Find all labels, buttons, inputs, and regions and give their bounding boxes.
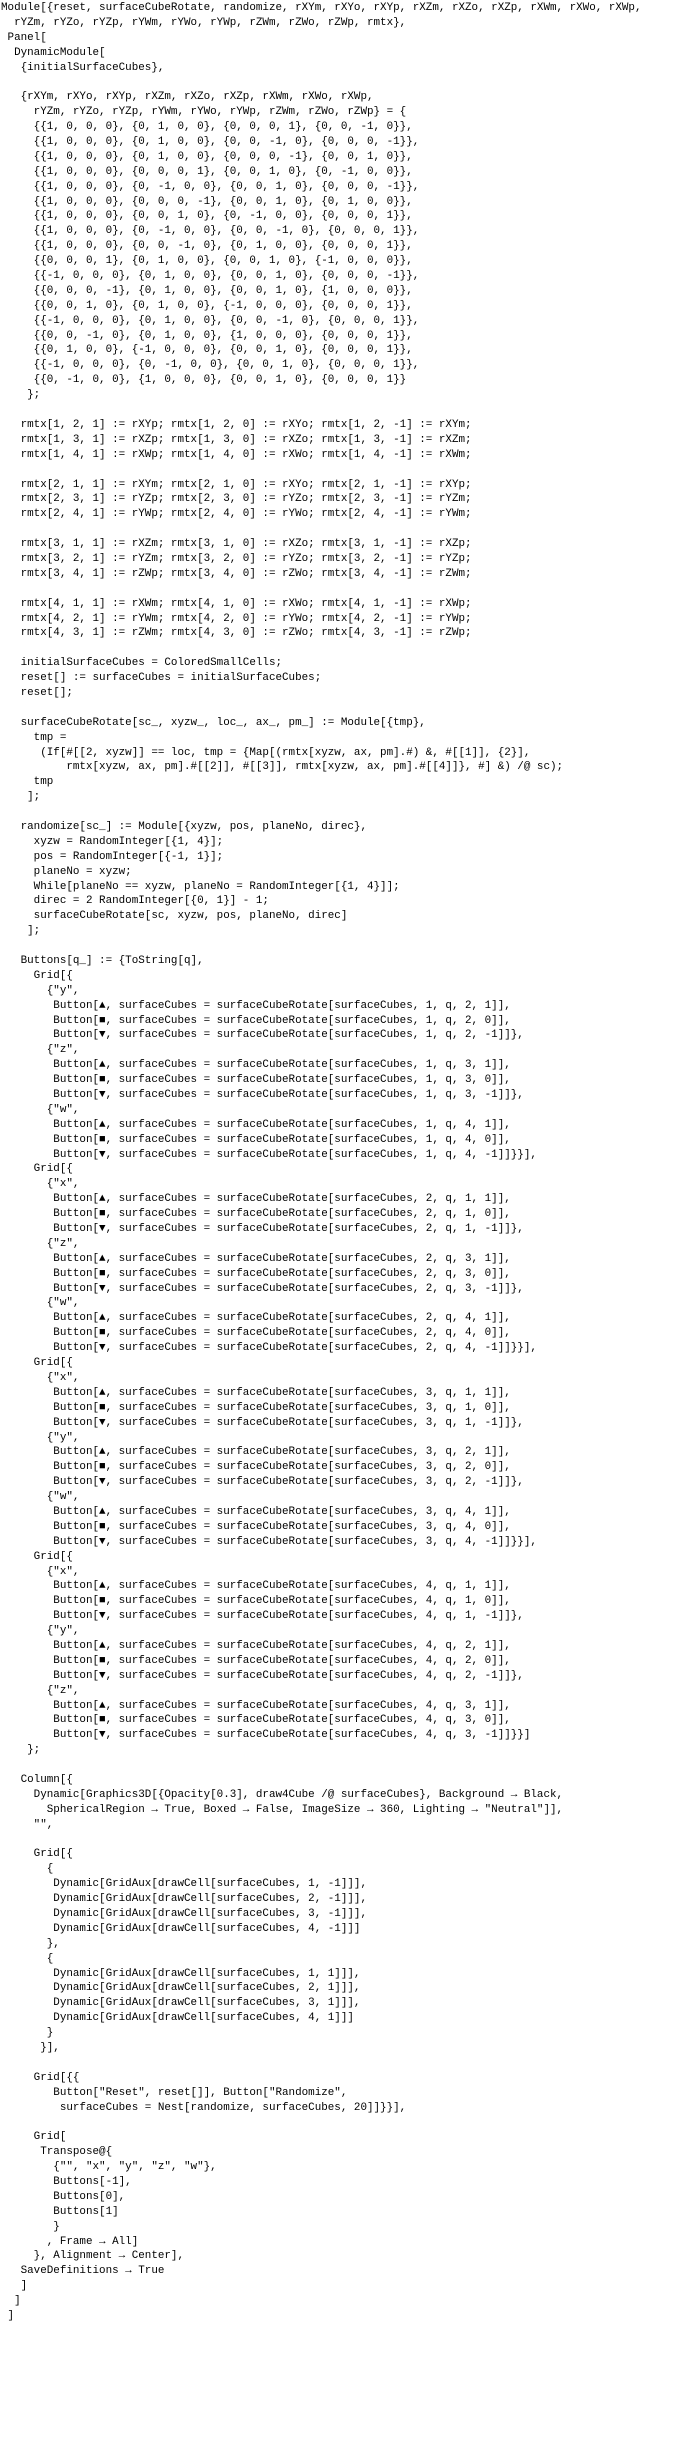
code-line (1, 641, 676, 656)
code-line: {"y", (1, 1431, 80, 1444)
code-line: { (1, 1863, 54, 1876)
code-line: rmtx[4, 3, 1] := rZWm; rmtx[4, 3, 0] := rZWo; rmtx[4, 3, -1] := rZWp; (1, 627, 472, 640)
code-line: direc = 2 RandomInteger[{0, 1}] - 1; (1, 895, 269, 908)
code-line: Button[■, surfaceCubes = surfaceCubeRotate[surfaceCubes, 2, q, 1, 0]], (1, 1208, 511, 1221)
code-line: Button[▼, surfaceCubes = surfaceCubeRotate[surfaceCubes, 1, q, 2, -1]]}, (1, 1029, 524, 1042)
code-line (1, 939, 676, 954)
code-line: Button[▼, surfaceCubes = surfaceCubeRotate[surfaceCubes, 4, q, 2, -1]]}, (1, 1669, 524, 1682)
code-line: ] (1, 2310, 15, 2323)
code-line: Grid[{{ (1, 2071, 80, 2084)
code-line: randomize[sc_] := Module[{xyzw, pos, planeNo, direc}, (1, 820, 367, 833)
code-line: rYZm, rYZo, rYZp, rYWm, rYWo, rYWp, rZWm, rZWo, rZWp, rmtx}, (1, 16, 407, 29)
code-line: {{-1, 0, 0, 0}, {0, 1, 0, 0}, {0, 0, 1, 0}, {0, 0, 0, -1}}, (1, 270, 420, 283)
code-line: Button[▼, surfaceCubes = surfaceCubeRotate[surfaceCubes, 3, q, 1, -1]]}, (1, 1416, 524, 1429)
code-line: } (1, 2027, 54, 2040)
code-line: xyzw = RandomInteger[{1, 4}]; (1, 835, 224, 848)
code-line: {{0, 0, 0, 1}, {0, 1, 0, 0}, {0, 0, 1, 0}, {-1, 0, 0, 0}}, (1, 255, 413, 268)
code-line: rmtx[3, 2, 1] := rYZm; rmtx[3, 2, 0] := rYZo; rmtx[3, 2, -1] := rYZp; (1, 552, 472, 565)
code-line: "", (1, 1818, 54, 1831)
code-line: (If[#[[2, xyzw]] == loc, tmp = {Map[(rmtx[xyzw, ax, pm].#) &, #[[1]], {2}], (1, 746, 531, 759)
code-line (1, 582, 676, 597)
code-line: Buttons[-1], (1, 2176, 132, 2189)
code-line: Grid[{ (1, 969, 73, 982)
code-line: Module[{reset, surfaceCubeRotate, randomize, rXYm, rXYo, rXYp, rXZm, rXZo, rXZp, rXWm, rXWo, rXWp, (1, 2, 642, 14)
code-line: Button[▼, surfaceCubes = surfaceCubeRotate[surfaceCubes, 2, q, 1, -1]]}, (1, 1223, 524, 1236)
code-line: While[planeNo == xyzw, planeNo = RandomInteger[{1, 4}]]; (1, 880, 400, 893)
code-line: Dynamic[GridAux[drawCell[surfaceCubes, 1, -1]]], (1, 1878, 367, 1891)
code-line: Button[▲, surfaceCubes = surfaceCubeRotate[surfaceCubes, 2, q, 4, 1]], (1, 1312, 511, 1325)
code-line: DynamicModule[ (1, 46, 106, 59)
code-line: }, Alignment → Center], (1, 2250, 184, 2263)
code-line: ]; (1, 925, 41, 938)
code-line: {"x", (1, 1178, 80, 1191)
code-line: Button[▲, surfaceCubes = surfaceCubeRotate[surfaceCubes, 3, q, 1, 1]], (1, 1386, 511, 1399)
code-line: surfaceCubeRotate[sc_, xyzw_, loc_, ax_, pm_] := Module[{tmp}, (1, 716, 426, 729)
code-line: Buttons[1] (1, 2205, 119, 2218)
code-line: {{1, 0, 0, 0}, {0, 0, 0, -1}, {0, 0, 1, 0}, {0, 1, 0, 0}}, (1, 195, 413, 208)
code-line: Button[■, surfaceCubes = surfaceCubeRotate[surfaceCubes, 3, q, 4, 0]], (1, 1520, 511, 1533)
code-line: Button[■, surfaceCubes = surfaceCubeRotate[surfaceCubes, 4, q, 1, 0]], (1, 1595, 511, 1608)
code-line (1, 463, 676, 478)
code-line: Button[▲, surfaceCubes = surfaceCubeRotate[surfaceCubes, 1, q, 4, 1]], (1, 1118, 511, 1131)
code-line: Button[▲, surfaceCubes = surfaceCubeRotate[surfaceCubes, 4, q, 2, 1]], (1, 1639, 511, 1652)
code-line: rmtx[1, 3, 1] := rXZp; rmtx[1, 3, 0] := rXZo; rmtx[1, 3, -1] := rXZm; (1, 433, 472, 446)
code-line: Dynamic[Graphics3D[{Opacity[0.3], draw4Cube /@ surfaceCubes}, Background → Black, (1, 1788, 564, 1801)
code-line (1, 403, 676, 418)
code-line: Button[■, surfaceCubes = surfaceCubeRotate[surfaceCubes, 1, q, 3, 0]], (1, 1074, 511, 1087)
code-line: Buttons[q_] := {ToString[q], (1, 955, 204, 967)
code-line: , Frame → All] (1, 2235, 139, 2248)
code-line: ] (1, 2295, 21, 2308)
code-line: }, (1, 1937, 60, 1950)
code-line (1, 75, 676, 90)
code-line: Dynamic[GridAux[drawCell[surfaceCubes, 1, 1]]], (1, 1967, 361, 1980)
code-line: pos = RandomInteger[{-1, 1}]; (1, 850, 224, 863)
code-line: Dynamic[GridAux[drawCell[surfaceCubes, 2, -1]]], (1, 1893, 367, 1906)
code-line: Button[■, surfaceCubes = surfaceCubeRotate[surfaceCubes, 1, q, 4, 0]], (1, 1133, 511, 1146)
code-line: initialSurfaceCubes = ColoredSmallCells; (1, 657, 283, 670)
code-line: Button[■, surfaceCubes = surfaceCubeRotate[surfaceCubes, 2, q, 4, 0]], (1, 1327, 511, 1340)
code-line: {{0, 1, 0, 0}, {-1, 0, 0, 0}, {0, 0, 1, 0}, {0, 0, 0, 1}}, (1, 344, 413, 357)
code-line: {{0, 0, -1, 0}, {0, 1, 0, 0}, {1, 0, 0, 0}, {0, 0, 0, 1}}, (1, 329, 413, 342)
code-line: rmtx[xyzw, ax, pm].#[[2]], #[[3]], rmtx[xyzw, ax, pm].#[[4]]}, #] &) /@ sc); (1, 761, 564, 774)
code-line: {rXYm, rXYo, rXYp, rXZm, rXZo, rXZp, rXWm, rXWo, rXWp, (1, 91, 374, 104)
code-line: Button[▲, surfaceCubes = surfaceCubeRotate[surfaceCubes, 1, q, 3, 1]], (1, 1059, 511, 1072)
code-line: Panel[ (1, 31, 47, 44)
code-line: {{0, 0, 0, -1}, {0, 1, 0, 0}, {0, 0, 1, 0}, {1, 0, 0, 0}}, (1, 284, 413, 297)
code-line: rmtx[1, 4, 1] := rXWp; rmtx[1, 4, 0] := rXWo; rmtx[1, 4, -1] := rXWm; (1, 448, 472, 461)
code-line: {"z", (1, 1237, 80, 1250)
code-line (1, 805, 676, 820)
code-line: rmtx[2, 4, 1] := rYWp; rmtx[2, 4, 0] := rYWo; rmtx[2, 4, -1] := rYWm; (1, 508, 472, 521)
code-line: {"y", (1, 1625, 80, 1638)
code-line: rmtx[3, 1, 1] := rXZm; rmtx[3, 1, 0] := rXZo; rmtx[3, 1, -1] := rXZp; (1, 538, 472, 551)
code-line: Button[■, surfaceCubes = surfaceCubeRotate[surfaceCubes, 4, q, 3, 0]], (1, 1714, 511, 1727)
code-line: {"", "x", "y", "z", "w"}, (1, 2161, 217, 2174)
code-line: ]; (1, 791, 41, 804)
code-line: Button[▼, surfaceCubes = surfaceCubeRotate[surfaceCubes, 1, q, 3, -1]]}, (1, 1089, 524, 1102)
code-line: Button[▼, surfaceCubes = surfaceCubeRotate[surfaceCubes, 1, q, 4, -1]]}}], (1, 1148, 537, 1161)
code-line: {"z", (1, 1684, 80, 1697)
code-line: Button[■, surfaceCubes = surfaceCubeRotate[surfaceCubes, 2, q, 3, 0]], (1, 1267, 511, 1280)
code-line: Button[▲, surfaceCubes = surfaceCubeRotate[surfaceCubes, 3, q, 2, 1]], (1, 1446, 511, 1459)
code-line: Button[■, surfaceCubes = surfaceCubeRotate[surfaceCubes, 4, q, 2, 0]], (1, 1654, 511, 1667)
code-line: Dynamic[GridAux[drawCell[surfaceCubes, 4, 1]]] (1, 2012, 354, 2025)
code-line: {{-1, 0, 0, 0}, {0, 1, 0, 0}, {0, 0, -1, 0}, {0, 0, 0, 1}}, (1, 314, 420, 327)
code-line (1, 1758, 676, 1773)
code-line: {{1, 0, 0, 0}, {0, 0, -1, 0}, {0, 1, 0, 0}, {0, 0, 0, 1}}, (1, 240, 413, 253)
code-line: {"w", (1, 1491, 80, 1504)
code-line: ] (1, 2280, 28, 2293)
code-line: Grid[ (1, 2131, 67, 2144)
code-line: {"w", (1, 1103, 80, 1116)
code-line: {{1, 0, 0, 0}, {0, 0, 0, 1}, {0, 0, 1, 0}, {0, -1, 0, 0}}, (1, 165, 413, 178)
code-line: tmp = (1, 731, 67, 744)
code-line: {"y", (1, 984, 80, 997)
code-line: Button["Reset", reset[]], Button["Randomize", (1, 2086, 348, 2099)
code-line: {{-1, 0, 0, 0}, {0, -1, 0, 0}, {0, 0, 1, 0}, {0, 0, 0, 1}}, (1, 359, 420, 372)
code-line: Button[■, surfaceCubes = surfaceCubeRotate[surfaceCubes, 3, q, 1, 0]], (1, 1401, 511, 1414)
code-line (1, 701, 676, 716)
code-line: {initialSurfaceCubes}, (1, 61, 165, 74)
code-line: }], (1, 2042, 60, 2055)
code-line: Button[▲, surfaceCubes = surfaceCubeRotate[surfaceCubes, 3, q, 4, 1]], (1, 1505, 511, 1518)
code-line: {"x", (1, 1565, 80, 1578)
code-line (1, 522, 676, 537)
code-line: tmp (1, 776, 54, 789)
code-line: Dynamic[GridAux[drawCell[surfaceCubes, 3, 1]]], (1, 1997, 361, 2010)
code-line (1, 2056, 676, 2071)
code-line: { (1, 1952, 54, 1965)
code-line: Transpose@{ (1, 2146, 113, 2159)
code-line: Button[■, surfaceCubes = surfaceCubeRotate[surfaceCubes, 1, q, 2, 0]], (1, 1014, 511, 1027)
code-line: Grid[{ (1, 1163, 73, 1176)
code-line: rmtx[2, 1, 1] := rXYm; rmtx[2, 1, 0] := rXYo; rmtx[2, 1, -1] := rXYp; (1, 478, 472, 491)
code-line: Button[■, surfaceCubes = surfaceCubeRotate[surfaceCubes, 3, q, 2, 0]], (1, 1461, 511, 1474)
code-line: {"z", (1, 1044, 80, 1057)
code-line: Grid[{ (1, 1550, 73, 1563)
code-line: Button[▼, surfaceCubes = surfaceCubeRotate[surfaceCubes, 3, q, 4, -1]]}}], (1, 1535, 537, 1548)
code-line: surfaceCubeRotate[sc, xyzw, pos, planeNo, direc] (1, 910, 348, 923)
code-line: Grid[{ (1, 1357, 73, 1370)
code-line: SaveDefinitions → True (1, 2265, 165, 2278)
code-line: Button[▼, surfaceCubes = surfaceCubeRotate[surfaceCubes, 2, q, 4, -1]]}}], (1, 1342, 537, 1355)
code-line: }; (1, 1744, 41, 1757)
code-line: surfaceCubes = Nest[randomize, surfaceCubes, 20]]}}], (1, 2101, 407, 2114)
code-line: rmtx[4, 2, 1] := rYWm; rmtx[4, 2, 0] := rYWo; rmtx[4, 2, -1] := rYWp; (1, 612, 472, 625)
code-line: rmtx[3, 4, 1] := rZWp; rmtx[3, 4, 0] := rZWo; rmtx[3, 4, -1] := rZWm; (1, 567, 472, 580)
code-line: Button[▲, surfaceCubes = surfaceCubeRotate[surfaceCubes, 4, q, 1, 1]], (1, 1580, 511, 1593)
code-line: {{1, 0, 0, 0}, {0, 1, 0, 0}, {0, 0, -1, 0}, {0, 0, 0, -1}}, (1, 136, 420, 149)
code-line: Button[▲, surfaceCubes = surfaceCubeRotate[surfaceCubes, 1, q, 2, 1]], (1, 999, 511, 1012)
code-line: rYZm, rYZo, rYZp, rYWm, rYWo, rYWp, rZWm, rZWo, rZWp} = { (1, 106, 407, 119)
code-line: SphericalRegion → True, Boxed → False, ImageSize → 360, Lighting → "Neutral"]], (1, 1803, 564, 1816)
code-line: } (1, 2220, 60, 2233)
code-line: {"w", (1, 1297, 80, 1310)
code-line: rmtx[1, 2, 1] := rXYp; rmtx[1, 2, 0] := rXYo; rmtx[1, 2, -1] := rXYm; (1, 418, 472, 431)
code-line: rmtx[4, 1, 1] := rXWm; rmtx[4, 1, 0] := rXWo; rmtx[4, 1, -1] := rXWp; (1, 597, 472, 610)
code-line: Button[▼, surfaceCubes = surfaceCubeRotate[surfaceCubes, 3, q, 2, -1]]}, (1, 1476, 524, 1489)
code-line: {{1, 0, 0, 0}, {0, -1, 0, 0}, {0, 0, -1, 0}, {0, 0, 0, 1}}, (1, 225, 420, 238)
code-line: Button[▼, surfaceCubes = surfaceCubeRotate[surfaceCubes, 2, q, 3, -1]]}, (1, 1282, 524, 1295)
code-line: {{1, 0, 0, 0}, {0, -1, 0, 0}, {0, 0, 1, 0}, {0, 0, 0, -1}}, (1, 180, 420, 193)
code-line: Button[▲, surfaceCubes = surfaceCubeRotate[surfaceCubes, 4, q, 3, 1]], (1, 1699, 511, 1712)
code-line: Dynamic[GridAux[drawCell[surfaceCubes, 3, -1]]], (1, 1908, 367, 1920)
code-line: }; (1, 389, 41, 402)
code-line: {{0, 0, 1, 0}, {0, 1, 0, 0}, {-1, 0, 0, 0}, {0, 0, 0, 1}}, (1, 299, 413, 312)
code-line: reset[] := surfaceCubes = initialSurfaceCubes; (1, 672, 322, 685)
code-line: {{1, 0, 0, 0}, {0, 1, 0, 0}, {0, 0, 0, -1}, {0, 0, 1, 0}}, (1, 150, 413, 163)
code-line: {{1, 0, 0, 0}, {0, 1, 0, 0}, {0, 0, 0, 1}, {0, 0, -1, 0}}, (1, 121, 413, 134)
code-line: planeNo = xyzw; (1, 865, 132, 878)
code-line (1, 1833, 676, 1848)
code-line: Dynamic[GridAux[drawCell[surfaceCubes, 2, 1]]], (1, 1982, 361, 1995)
code-line: Column[{ (1, 1773, 73, 1786)
code-line: {{1, 0, 0, 0}, {0, 0, 1, 0}, {0, -1, 0, 0}, {0, 0, 0, 1}}, (1, 210, 413, 223)
code-line: {"x", (1, 1371, 80, 1384)
code-line: Button[▲, surfaceCubes = surfaceCubeRotate[surfaceCubes, 2, q, 3, 1]], (1, 1252, 511, 1265)
code-line: Button[▲, surfaceCubes = surfaceCubeRotate[surfaceCubes, 2, q, 1, 1]], (1, 1193, 511, 1206)
code-line: Button[▼, surfaceCubes = surfaceCubeRotate[surfaceCubes, 4, q, 1, -1]]}, (1, 1610, 524, 1623)
code-line: Buttons[0], (1, 2190, 126, 2203)
code-line: Grid[{ (1, 1848, 73, 1861)
code-line: reset[]; (1, 686, 73, 699)
code-line (1, 2115, 676, 2130)
code-line: rmtx[2, 3, 1] := rYZp; rmtx[2, 3, 0] := rYZo; rmtx[2, 3, -1] := rYZm; (1, 493, 472, 506)
code-line: {{0, -1, 0, 0}, {1, 0, 0, 0}, {0, 0, 1, 0}, {0, 0, 0, 1}} (1, 374, 407, 387)
code-line: Dynamic[GridAux[drawCell[surfaceCubes, 4, -1]]] (1, 1922, 361, 1935)
code-line: Button[▼, surfaceCubes = surfaceCubeRotate[surfaceCubes, 4, q, 3, -1]]}}] (1, 1729, 531, 1742)
